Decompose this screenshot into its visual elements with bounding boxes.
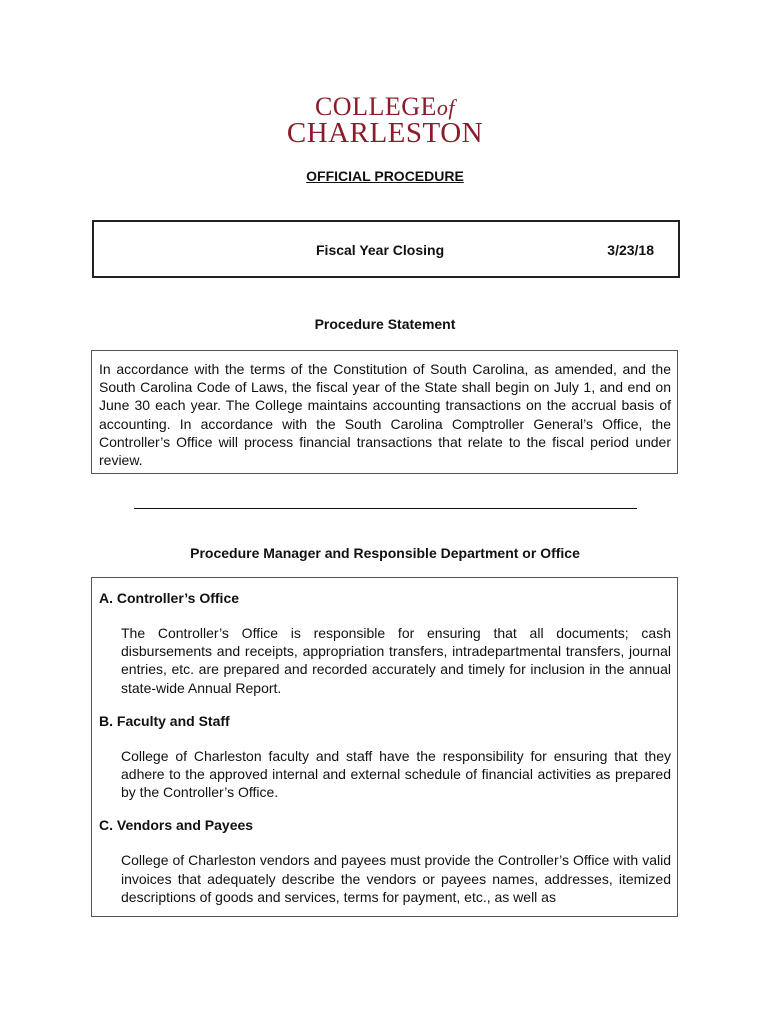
divider-line	[134, 508, 637, 509]
logo-line2: CHARLESTON	[286, 117, 484, 149]
section-label: C. Vendors and Payees	[99, 817, 254, 834]
procedure-date: 3/23/18	[607, 242, 654, 258]
logo-of: of	[436, 95, 456, 120]
section-label: B. Faculty and Staff	[99, 712, 230, 729]
section-vendors-payees	[99, 817, 671, 906]
procedure-manager-heading: Procedure Manager and Responsible Department or Office	[190, 545, 580, 561]
procedure-manager-box	[91, 577, 678, 917]
procedure-statement-text: In accordance with the terms of the Constitution of South Carolina, as amended, and the South Carolina Code of Laws, the fiscal year of the State shall begin on July 1, and end on June 30 each year. The College maintains accounting transactions on the accrual basis of accounting. In accordance with the South Carolina Comptroller General’s Office, the Controller’s Office will process financial transactions that relate to the fiscal period under review.	[99, 361, 671, 469]
section-controllers-office	[99, 590, 671, 697]
procedure-statement-heading: Procedure Statement	[314, 316, 456, 332]
section-text: College of Charleston faculty and staff have the responsibility for ensuring that they adhere to the approved internal and external schedule of financial activities as prepared by the Controller’s Office.	[121, 747, 671, 801]
college-logo	[0, 94, 770, 148]
logo-line1: COLLEGE	[314, 92, 437, 121]
section-label: A. Controller’s Office	[99, 590, 240, 606]
procedure-statement-box	[91, 350, 678, 474]
section-faculty-staff	[99, 713, 671, 802]
title-box	[92, 220, 680, 278]
document-heading: OFFICIAL PROCEDURE	[306, 168, 464, 184]
section-text: The Controller’s Office is responsible for ensuring that all documents; cash disbursements and receipts, appropriation transfers, intradepartmental transfers, journal entries, etc. are prepared and recorded accurately and timely for inclusion in the annual state-wide Annual Report.	[121, 625, 671, 696]
procedure-title: Fiscal Year Closing	[316, 242, 445, 258]
section-text: College of Charleston vendors and payees must provide the Controller’s Office with valid invoices that adequately describe the vendors or payees names, addresses, itemized descriptions of goods and services, terms for payment, etc., as well as	[121, 852, 671, 905]
